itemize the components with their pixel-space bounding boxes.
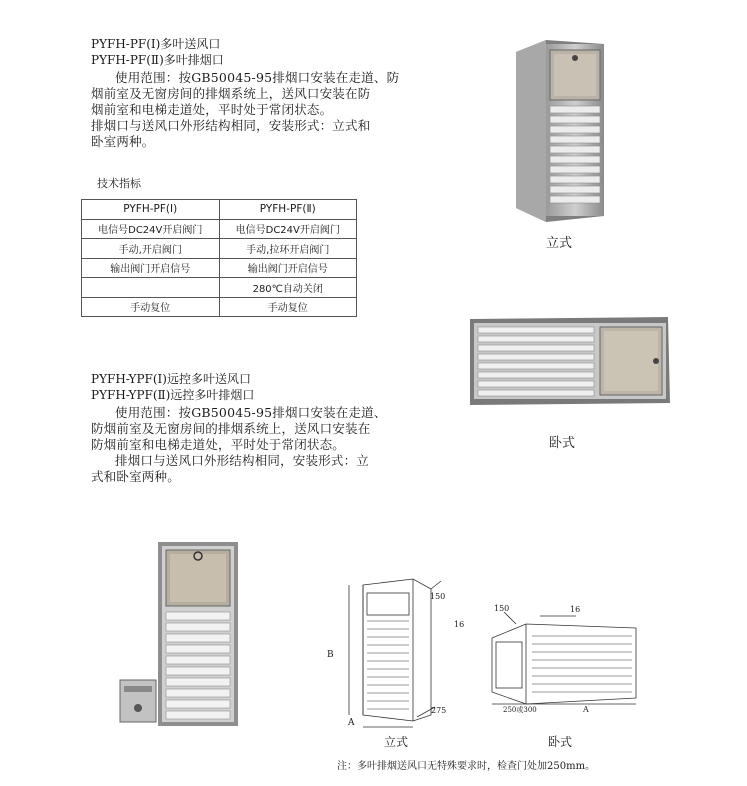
- dim-150-horizontal: 150: [494, 604, 510, 613]
- caption-drawing-vertical: 立式: [384, 735, 409, 749]
- dim-150-vertical: 150: [430, 592, 446, 601]
- spec-table: [81, 199, 357, 317]
- horizontal-unit-photo: [468, 315, 672, 407]
- dim-16-vertical: 16: [454, 620, 465, 629]
- horizontal-dimension-drawing: [484, 600, 644, 715]
- table-cell: 电信号DC24V开启阀门: [82, 219, 220, 239]
- table-cell: 手动,拉环开启阀门: [219, 239, 357, 259]
- dim-250-300-horizontal: 250或300: [503, 706, 537, 714]
- spec-heading: 技术指标: [97, 177, 141, 190]
- section2-desc-4: 排烟口与送风口外形结构相同，安装形式：立: [115, 453, 370, 468]
- table-cell: 手动复位: [219, 297, 357, 317]
- table-header: PYFH-PF(Ⅱ): [219, 200, 357, 220]
- section1-desc-2: 烟前室及无窗房间的排烟系统上，送风口安装在防: [91, 86, 371, 101]
- section2-desc-5: 式和卧室两种。: [91, 469, 180, 484]
- table-cell: 电信号DC24V开启阀门: [219, 219, 357, 239]
- dim-A-horizontal: A: [583, 705, 589, 714]
- table-row: [82, 297, 357, 317]
- section2-title-1: PYFH-YPF(Ⅰ)远控多叶送风口: [91, 372, 251, 386]
- caption-drawing-horizontal: 卧式: [548, 735, 573, 749]
- table-row: [82, 219, 357, 239]
- dim-16-horizontal: 16: [570, 605, 581, 614]
- table-cell: 输出阀门开启信号: [82, 258, 220, 278]
- table-header-row: [82, 200, 357, 220]
- table-row: [82, 239, 357, 259]
- remote-unit-photo: [118, 540, 242, 730]
- section1-title-1: PYFH-PF(Ⅰ)多叶送风口: [91, 37, 221, 51]
- table-cell: 手动,开启阀门: [82, 239, 220, 259]
- caption-horizontal: 卧式: [549, 436, 576, 451]
- section1-desc-4: 排烟口与送风口外形结构相同，安装形式：立式和: [91, 118, 371, 133]
- table-cell: 输出阀门开启信号: [219, 258, 357, 278]
- section2-desc-3: 防烟前室和电梯走道处，平时处于常闭状态。: [91, 437, 346, 452]
- section2-desc-1: 使用范围：按GB50045-95排烟口安装在走道、: [115, 405, 387, 420]
- section2-title-2: PYFH-YPF(Ⅱ)远控多叶排烟口: [91, 388, 255, 402]
- table-cell: [82, 278, 220, 298]
- section2-desc-2: 防烟前室及无窗房间的排烟系统上，送风口安装在: [91, 421, 371, 436]
- table-row: [82, 258, 357, 278]
- table-cell: 手动复位: [82, 297, 220, 317]
- section1-title-2: PYFH-PF(Ⅱ)多叶排烟口: [91, 53, 224, 67]
- dim-B-vertical: B: [327, 650, 334, 660]
- section1-desc-5: 卧室两种。: [91, 134, 155, 149]
- table-cell: 280℃自动关闭: [219, 278, 357, 298]
- dim-A-vertical: A: [348, 718, 355, 728]
- table-header: PYFH-PF(Ⅰ): [82, 200, 220, 220]
- dim-275-vertical: 275: [431, 706, 447, 715]
- section1-desc-3: 烟前室和电梯走道处，平时处于常闭状态。: [91, 102, 333, 117]
- vertical-unit-photo: [510, 38, 610, 223]
- section1-desc-1: 使用范围：按GB50045-95排烟口安装在走道、防: [115, 70, 400, 85]
- footnote: 注：多叶排烟送风口无特殊要求时，检查门处加250mm。: [337, 761, 596, 772]
- caption-vertical: 立式: [546, 236, 573, 251]
- table-row: [82, 278, 357, 298]
